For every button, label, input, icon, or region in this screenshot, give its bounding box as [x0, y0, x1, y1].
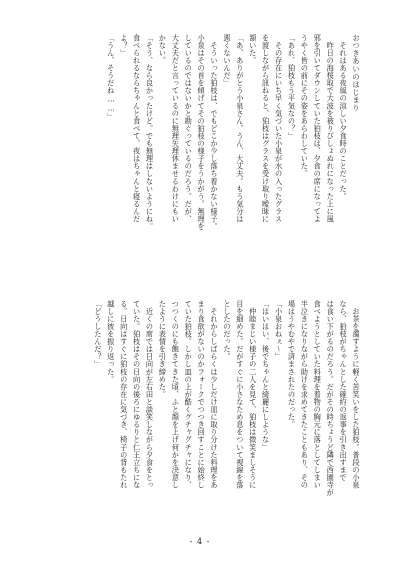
chapter-title: おつきあいのはじまり [352, 34, 361, 112]
text-line: 大丈夫だと言っているのに無理矢理休ませるわけにもい [171, 34, 181, 223]
text-line: ていた狛枝。しかし皿の上が酷くグチャグチャになり、 [184, 300, 194, 489]
text-line: は食い下がるのだろう。だがその時ちょうど隣で西園寺が [326, 300, 336, 497]
text-line: つつくのにも飽きてきた頃、ふと顔を上げ何かを決意し [171, 300, 181, 489]
text-line: よ？」 [119, 34, 129, 57]
text-line: なら、狛枝がちゃんとした確約の返事を引き出すまで [339, 300, 349, 482]
text-line: 半泣きになりながら助けを求めてきたこともあり、その [300, 300, 310, 489]
text-line: 「小泉おねぇ～」 [274, 300, 284, 361]
text-line: それからしばらくは少しだけ皿に取り分けた料理をあ [210, 300, 220, 489]
text-block-top [104, 34, 362, 284]
text-line: 「そう、なら良かったけど。でも無理はしないようにね。 [145, 34, 155, 231]
text-line: 「うん、そうだね……」 [106, 34, 116, 121]
text-line: 頷いた。 [248, 34, 258, 65]
text-block-bottom [91, 300, 362, 520]
text-line: うやく皆の前にその姿をあらわしていた。 [300, 34, 310, 178]
text-line: 場はうやむやで済まされたのだった。 [287, 300, 297, 429]
text-line: を渡しながら訊ねると、狛枝はグラスを受け取り曖昧に [261, 34, 271, 223]
text-line: それはある夜風の涼しい夕食時のことだった。 [339, 34, 349, 201]
text-line: 「はいはい、後でちゃんと綺麗にしような」 [261, 300, 271, 451]
text-line: 「あ、ありがとう小泉さん。うん、大丈夫。もう気分は [235, 34, 245, 223]
text-line: 仲睦まじい様子の二人を見て、狛枝は微笑ましそうに [248, 300, 258, 489]
text-line: としたのだった。 [222, 300, 232, 361]
text-line: 昨日の海桜取で大波を被りびしょぬれになった上に風 [326, 34, 336, 223]
text-line: 越しに彼を振り返った。 [106, 300, 116, 384]
text-line: しているのではないかと勘ぐっているのだろう。だが、 [184, 34, 194, 223]
text-line: 悪くないんだ」 [222, 34, 232, 87]
text-line: まり食欲がないのかフォークでつつき回すことに始終し [197, 300, 207, 489]
text-line: 目を細めた。だがすぐに小さなため息をついて視線を落 [235, 300, 245, 489]
text-line: その存在にいち早く気づいた小泉が水の入ったグラス [274, 34, 284, 223]
text-line: 「どうしたんだ？」 [93, 300, 103, 368]
text-line: ていた。狛枝はその日向の後ろにゆるりと仁王立ちにな [132, 300, 142, 489]
text-line: る。日向はすぐに狛枝の存在に気づき、椅子の背もたれ [119, 300, 129, 489]
text-line: 「あれ、狛枝もう平気なの？」 [287, 34, 297, 140]
text-line: 食べようとしていた料理を着物の胸元に落としてしまい [313, 300, 323, 489]
text-line: 小泉はその首を傾げてその狛枝の様子をうかがう。無理を [197, 34, 207, 231]
text-line: お茶を濁すように軽く苦笑いをした狛枝。普段の小泉 [352, 300, 361, 489]
text-line: 近くの席では日向が左右田と談笑しながら夕食をとっ [145, 300, 155, 489]
text-line: そういった狛枝は、でもどこか少し落ち着かない様子。 [210, 34, 220, 231]
text-line: たように表情を引き締めた。 [158, 300, 168, 399]
text-line: かない。 [158, 34, 168, 65]
text-line: 邪を引いてダウンしていた狛枝は、夕食の席になってよ [313, 34, 323, 223]
text-line: 食べられるならちゃんと食べて、夜はちゃんと寝るんだ [132, 34, 142, 223]
page-number: - 4 - [189, 537, 211, 546]
